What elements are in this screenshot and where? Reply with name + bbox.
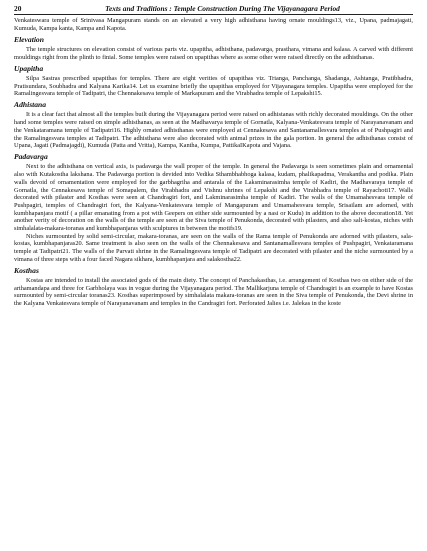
- section-heading-kosthas: Kosthas: [14, 266, 39, 276]
- running-title: Texts and Traditions : Temple Construction During The Vijayanagara Period: [105, 4, 340, 13]
- intro-paragraph: Venkateswara temple of Srinivasa Mangapuram stands on an elevated a very high adhisthana having ornate mouldings13, viz., Upana, padmajagati, Kumuda, Kampa kanta, Kampa and Kapota.: [14, 17, 413, 32]
- section-heading-padavarga: Padavarga: [14, 152, 48, 162]
- padavarga-paragraph-1: Next to the adhisthana on vertical axis, is padavarga the wall proper of the temple. In general the Padavarga is seen sometimes plain and ornamental also with Kutakostha lakshana. The Padavarga portion is devided into Vedika Sthambhabhoga kalasa, kudam, phalikapadma, Verakantha and podika. Plain walls devoid of ornamentation were employed for the garbhagriha and antarala of the Laksminarasimha temple of Kadiri, the Madhavaraya temple of Gornatla, the Cennakesava temple of Somapalem, the Virabhadra and Vishnu shrines of Lepakshi and the Virabhadra temple of Rayachoti17. Walls decorated with pilaster and Kosthas were seen at Chandragiri fort, and Lakminarasimha temple of Kadiri. The walls of the Umamahesvara temple of Pushpagiri, temples of Chandragiri fort, the Kalyana-Venkatesvara temple of Mangapuram and Umamahesvara temple, Srisailam are adorned, with kumbhapanjara motif ( a pillar emanating from a pot with Geepers on either side surmounted by a nasi or Kudu) in addition to the above decoration18. Yet another verity of decoration on the walls of the temple are seen at the Siva temple of Penukonda, decorated with pilasters, and also salt-kostas, niches with simhalalata-makara-toranas and kumbhapanjaras with sculptures in between the motifs19.: [14, 163, 413, 233]
- running-header: [14, 4, 413, 13]
- section-heading-adhistana: Adhistana: [14, 100, 47, 110]
- header-rule: [14, 14, 413, 15]
- adhistana-paragraph: It is a clear fact that almost all the temples built during the Vijayanagara period were raised on adhistanas with richly decorated mouldings. On the other hand some temples were raised on simple adhisthanas, as seen at the Madhavarya temple of Gornatla, Kalyana-Venkatesvara temple of Narayanavanam and the Venkataramana temple of Tadipatri16. Highly ornated adhisthanas were employed at Cennakesava and Santanamallesvara temples at of Pushpagiri and the Ramalingesvara temples at Tadipatri. The adhisthana were also decorated with animal prizes in the gala portion. In general the adhisthanas consist of Upana, Jagati (Padmajagdi), Kumuda (Patta and Vritta), Kampa, Kantha, Kumpa, PattikaIKapota and Vajana.: [14, 111, 413, 150]
- section-heading-elevation: Elevation: [14, 34, 44, 44]
- page-number: 20: [14, 4, 22, 13]
- elevation-paragraph: The temple structures on elevation consist of various parts viz. upapitha, adhisthana, padavarga, prasthara, vimana and kalasa. A carved with different mouldings right from the plinth to finial. Some temples were raised on upapithas where as some other were raised directly on the adhisthanas.: [14, 45, 413, 61]
- upapitha-paragraph: Silpa Sastras prescribed upapithas for temples. There are eight verities of upapithas viz. Trianga, Panchanga, Shadanga, Ashtanga, Pratibhadra, Pratisundara, Soubhadra and Kalyana Karika14. Let us examine briefly the upapithas employed for Vijayanagara temples. Upapitha were employed for the Ramalingesvara temple of Tadipatri, the Chennakesava temple of Markapuram and the Virabhadra temple of Lepakshi15.: [14, 74, 413, 98]
- kosthas-paragraph: Kostas are intended to install the associated gods of the main diety. The concept of Panchakasthas, i.e. arrangement of Kosthas two on either side of the arthamandapa and three for Garbholaya was in vogue during the Vijayanagara period. The Mallikarjuna temple of Chandragiri is an example to have Kostas surmounted by semi-circular toranas23. Kosthas superimposed by simhalalata makara-toranas are seen in the Siva temple of Penukonda, the Devi shrine in the Kalyana Venkatesvara temple of Narayanavanam and temples in the Candragiri fort. Perforated Jalies i.e. Jalekas in the koste: [14, 277, 413, 308]
- padavarga-paragraph-2: Niches surmounted by solid semi-circular, makara-toranas, are seen on the walls of the Rama temple of Penukonda are adorned with pilasters, sala-kostas, kumbhapanjaras20. Same treatment is also seen on the walls of the Chennakesava and Santanamallesvara temples of Pushpagiri, Venkataramana temple at Tadipatri21. The walls of the Parvati shrine in the Ramalingesvara temple of Tadipatri are decorated with pilaster and the niche surmounted by a vimana of three steps with a four faced Nagara sikhara, kumbhapanjara and salakostha22.: [14, 232, 413, 263]
- section-heading-upapitha: Upapitha: [14, 63, 44, 73]
